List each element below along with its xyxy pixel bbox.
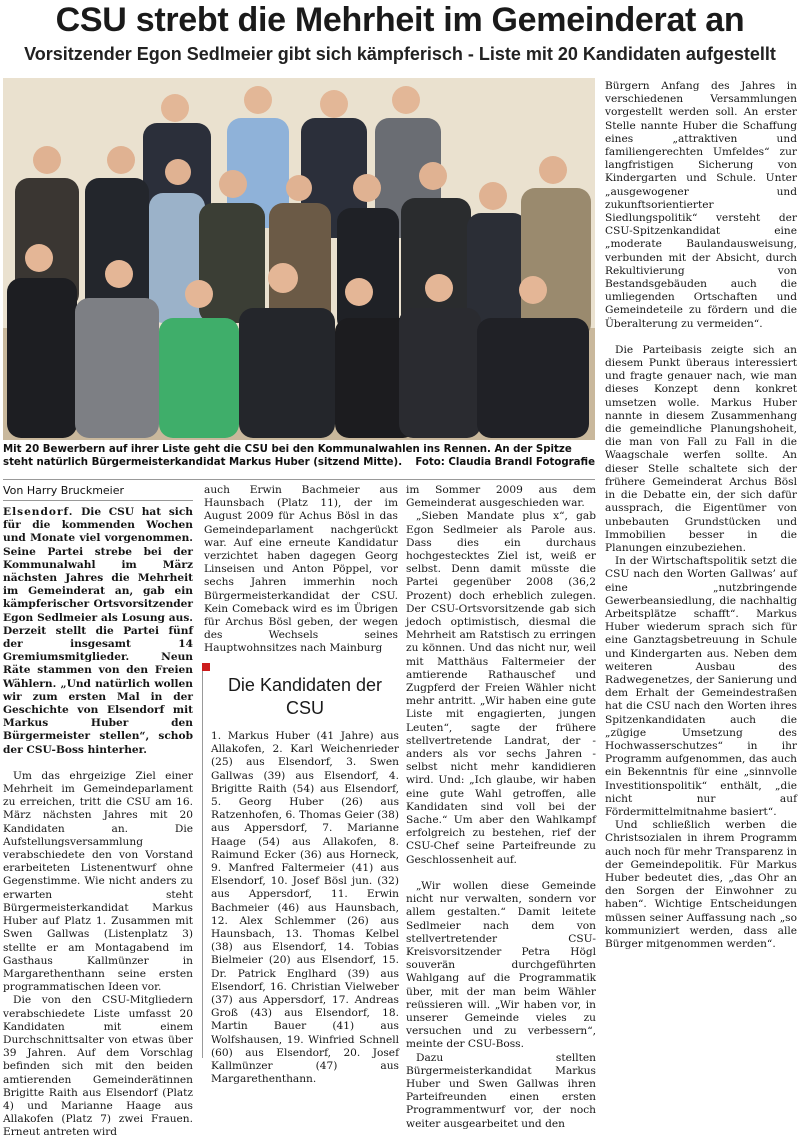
paragraph: „Wir wollen diese Gemeinde nicht nur verwalten, sondern vor allem gestalten.“ Damit leitete Sedlmeier nach dem von stellvertretender CSU-Kreisvorsitzender Petra Högl souverän durchgeführten Wahlgang auf die Programmatik über, mit der man beim Wähler reüssieren will. „Wir haben vor, in unserer Gemeinde vieles zu versuchen und zu verbessern“, meinte der CSU-Boss. (406, 879, 596, 1051)
paragraph: Dazu stellten Bürgermeisterkandidat Markus Huber und Swen Gallwas ihren Parteifreunden einen ersten Programmentwurf vor, der noch weiter ausgearbeitet und den (406, 1051, 596, 1130)
candidates-list: 1. Markus Huber (41 Jahre) aus Allakofen, 2. Karl Weichenrieder (25) aus Elsendorf, 3. Swen Gallwas (39) aus Elsendorf, 4. Brigitte Raith (54) aus Elsendorf, 5. Georg Huber (26) aus Ratzenhofen, 6. Thomas Geier (38) aus Appersdorf, 7. Marianne Haage (54) aus Allakofen, 8. Raimund Ecker (36) aus Horneck, 9. Manfred Faltermeier (41) aus Elsendorf, 10. Josef Bösl jun. (32) aus Appersdorf, 11. Erwin Bachmeier (46) aus Haunsbach, 12. Alex Schlemmer (26) aus Haunsbach, 13. Thomas Kelbel (38) aus Elsendorf, 14. Tobias Bielmeier (20) aus Elsendorf, 15. Dr. Patrick Englhard (39) aus Elsendorf, 16. Christian Vielweber (37) aus Appersdorf, 17. Andreas Groß (43) aus Elsendorf, 18. Martin Bauer (41) aus Wolfshausen, 19. Winfried Schnell (60) aus Elsendorf, 20. Josef Kallmünzer (47) aus Margarethenthann. (211, 730, 399, 1086)
group-photo (3, 78, 595, 440)
article-column-1 (3, 506, 193, 1140)
article-column-3 (406, 484, 596, 1131)
paragraph: Die Parteibasis zeigte sich an diesem Punkt überaus interessiert und fragte genauer nach, wie man dieses Konzept denn konkret umsetzen wolle. Markus Huber nannte in diesem Zusammenhang die gemeindliche Planungshoheit, die man von Fall zu Fall in die Waagschale werfen sollte. An dieser Stelle schaltete sich der frühere Gemeinderat Archus Bösl in die Debatte ein, der sich dafür aussprach, die Eigentümer von unbebauten Grundstücken und Immobilien besser in die Planungen einzubeziehen. (605, 343, 797, 554)
candidates-box-title: Die Kandidaten der CSU (227, 675, 383, 718)
paragraph: Um das ehrgeizige Ziel einer Mehrheit im Gemeindeparlament zu erreichen, tritt die CSU am 16. März nächsten Jahres mit 20 Kandidaten an. Die Aufstellungsversammlung verabschiedete den von Vorstand erarbeiteten Listenentwurf ohne Gegenstimme. Wie nicht anders zu erwarten steht Bürgermeisterkandidat Markus Huber auf Platz 1. Zusammen mit Swen Gallwas (Listenplatz 3) stellte er am Montagabend im Gasthaus Kallmünzer in Margarethenthann seine ersten programmatischen Ideen vor. (3, 769, 193, 994)
photo-caption (3, 443, 595, 469)
group-photo-illustration (3, 78, 595, 440)
paragraph: Bürgern Anfang des Jahres in verschiedenen Versammlungen vorgestellt werden soll. An erster Stelle nannte Huber die Schaffung eines „attraktiven und familiengerechten Umfeldes“ zur langfristigen Sicherung von Kindergarten und Schule. Unter „ausgewogener und zukunftsorientierter Siedlungspolitik“ versteht der CSU-Spitzenkandidat eine „moderate Baulandausweisung, verbunden mit der Absicht, durch Rekultivierung von Bestandsgebäuden auch die umliegenden Ortschaften und Gemeindeteile zu fördern und die Überalterung zu vermeiden“. (605, 80, 797, 330)
article-column-2 (204, 484, 398, 656)
headline: CSU strebt die Mehrheit im Gemeinderat an (55, 1, 745, 39)
candidates-box (202, 664, 399, 1086)
caption-divider (3, 479, 595, 480)
paragraph: Die von den CSU-Mitgliedern verabschiedete Liste umfasst 20 Kandidaten mit einem Durchschnittsalter von etwas über 39 Jahren. Auf dem Vorschlag befinden sich mit den beiden amtierenden Gemeinderätinnen Brigitte Raith aus Elsendorf (Platz 4) und Marianne Haage aus Allakofen (Platz 7) zwei Frauen. Erneut antreten wird (3, 994, 193, 1139)
article-column-4 (605, 80, 797, 951)
lead-text: Die CSU hat sich für die kommenden Wochen und Monate viel vorgenommen. Seine Partei strebe bei der Kommunalwahl im März nächsten Jahres die Mehrheit im Gemeinderat an, gab ein kämpferischer Ortsvorsitzender Egon Sedlmeier als Losung aus. Derzeit stellt die Partei fünf der insgesamt 14 Gremiumsmitglieder. Neun Räte stammen von den Freien Wählern. „Und natürlich wollen wir zum ersten Mal in der Geschichte von Elsendorf mit Markus Huber den Bürgermeister stellen“, schob der CSU-Boss hinterher. (3, 506, 193, 756)
paragraph: In der Wirtschaftspolitik setzt die CSU nach den Worten Gallwas’ auf eine „nutzbringende Gewerbeansiedlung, die nachhaltig Arbeitsplätze schafft“. Markus Huber wiederum sprach sich für eine Ganztagsbetreuung in Schule und Kindergarten aus. Neben dem weiteren Ausbau des Radwegenetzes, der Sanierung und dem Erhalt der Gemeindestraßen hat die CSU nach den Worten ihres Spitzenkandidaten auch die „zügige Umsetzung des Hochwasserschutzes“ in ihr Programm aufgenommen, das auch ein Bekenntnis für eine „sinnvolle Investitionspolitik“ enthält, „die nicht nur auf Fördermittelmitnahme basiert“. (605, 555, 797, 818)
byline-divider (3, 500, 193, 501)
paragraph: auch Erwin Bachmeier aus Haunsbach (Platz 11), der im August 2009 für Achus Bösl in das Gemeindeparlament nachgerückt war. Auf eine erneute Kandidatur verzichtet haben dagegen Georg Linseisen und Anton Pöppel, vor sechs Jahren immerhin noch Bürgermeisterkandidat der CSU. Kein Comeback wird es im Übrigen für Archus Bösl geben, der wegen des Wechsels seines Hauptwohnsitzes nach Mainburg (204, 484, 398, 655)
paragraph: im Sommer 2009 aus dem Gemeinderat ausgeschieden war. (406, 484, 596, 510)
subheadline: Vorsitzender Egon Sedlmeier gibt sich kämpferisch - Liste mit 20 Kandidaten aufgestellt (24, 44, 776, 64)
photo-caption-text: Mit 20 Bewerbern auf ihrer Liste geht die CSU bei den Kommunalwahlen ins Rennen. An der Spitze steht natürlich Bürgermeisterkandidat Markus Huber (sitzend Mitte). (3, 444, 572, 468)
lead-paragraph (3, 506, 193, 757)
box-marker (202, 663, 210, 671)
photo-credit: Foto: Claudia Brandl Fotografie (415, 457, 595, 468)
paragraph: Und schließlich werben die Christsozialen in ihrem Programm auch noch für mehr Transparenz in der Gemeindepolitik. Für Markus Huber bedeutet dies, „das Ohr an den Sorgen der Einwohner zu haben“. Wichtige Entscheidungen müssen seiner Auffassung nach „so kommuniziert werden, dass alle Bürger mitgenommen werden“. (605, 819, 797, 950)
paragraph: „Sieben Mandate plus x“, gab Egon Sedlmeier als Parole aus. Dass dies ein durchaus hochgestecktes Ziel ist, weiß er selbst. Denn damit müsste die Partei gegenüber 2008 (36,2 Prozent) doch erheblich zulegen. Der CSU-Ortsvorsitzende gab sich jedoch optimistisch, diesmal die Mehrheit am Ratstisch zu erringen zu können. Und das nicht nur, weil mit Matthäus Faltermeier der amtierende Rathauschef und Zugpferd der Freien Wähler nicht mehr antritt. „Wir haben eine gute Liste mit engagierten, jungen Leuten“, sagte der frühere stellvertretende Landrat, der - anders als vor sechs Jahren - selbst nicht mehr kandidieren wird. Und: „Ich glaube, wir haben eine gute Wahl getroffen, alle Kandidaten sind voll bei der Sache.“ Um aber den Wahlkampf erfolgreich zu bestehen, rief der CSU-Chef seine Parteifreunde zu Geschlossenheit auf. (406, 510, 596, 866)
dateline: Elsendorf. (3, 506, 74, 518)
byline: Von Harry Bruckmeier (3, 484, 125, 497)
